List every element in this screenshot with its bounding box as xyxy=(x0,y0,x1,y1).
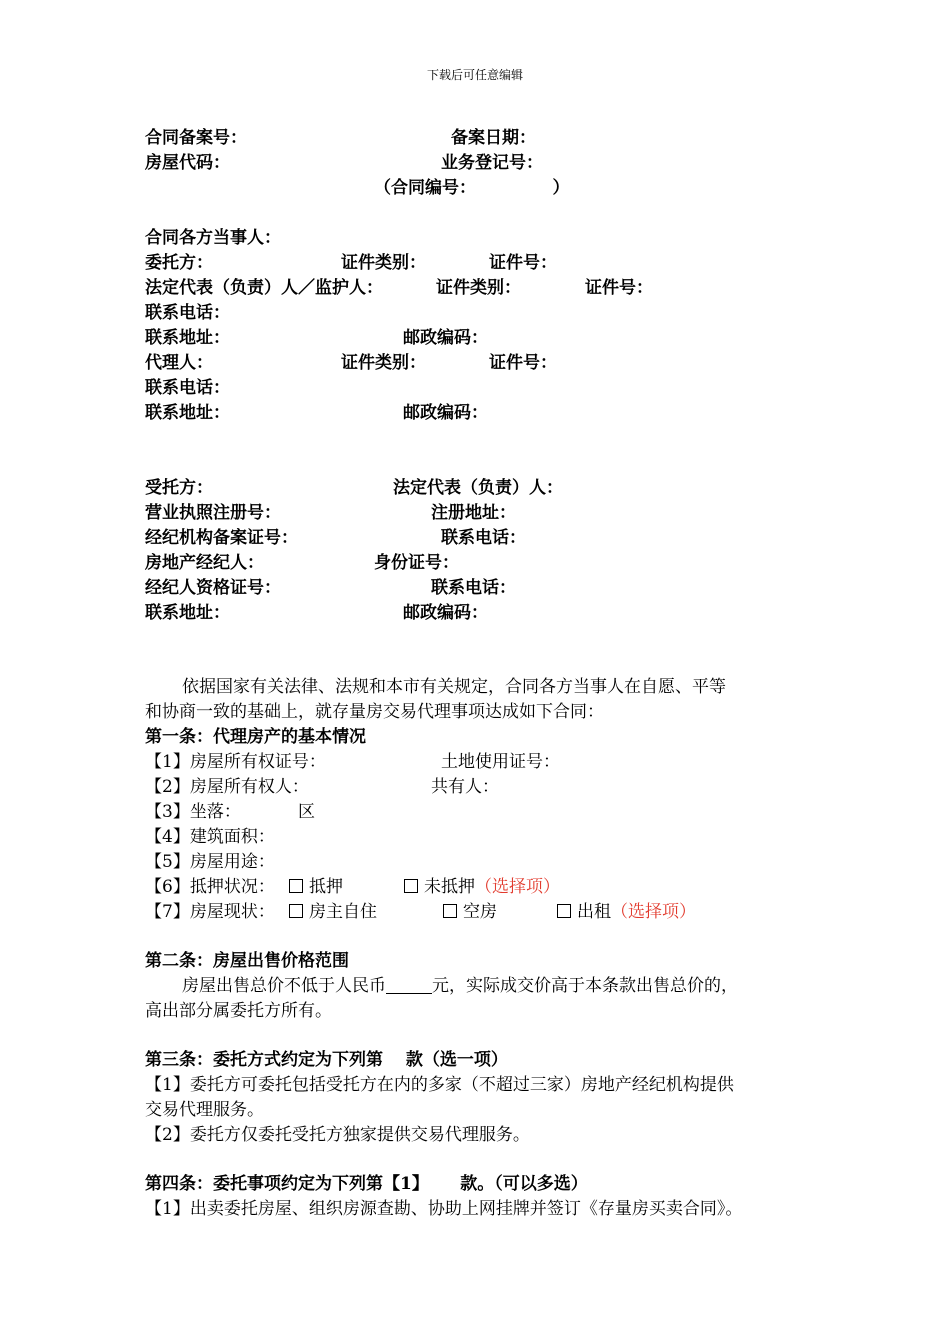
principal-postcode: 邮政编码： xyxy=(403,328,488,348)
art2-title: 第二条：房屋出售价格范围 xyxy=(145,951,349,971)
art3-item-2: 【2】委托方仅委托受托方独家提供交易代理服务。 xyxy=(145,1125,530,1145)
agent-phone: 联系电话： xyxy=(145,378,230,398)
intro-line-2: 和协商一致的基础上，就存量房交易代理事项达成如下合同： xyxy=(145,702,604,722)
broker-label: 房地产经纪人： xyxy=(145,553,264,573)
broker-cert-label: 经纪人资格证号： xyxy=(145,578,281,598)
art2-line-1b: 元，实际成交价高于本条款出售总价的， xyxy=(432,976,738,996)
art4-item-1: 【1】出卖委托房屋、组织房源查勘、协助上网挂牌并签订《存量房买卖合同》。 xyxy=(145,1199,743,1219)
art1-title: 第一条：代理房产的基本情况 xyxy=(145,727,366,747)
checkbox-icon xyxy=(443,904,457,918)
art1-item-6: 【6】抵押状况： xyxy=(145,877,275,897)
agent-address: 联系地址： xyxy=(145,403,230,423)
rented-label: 出租 xyxy=(577,902,611,922)
legal-rep-label: 法定代表（负责）人／监护人： xyxy=(145,278,383,298)
checkbox-icon xyxy=(289,879,303,893)
rented-option[interactable] xyxy=(557,900,696,924)
trustee-phone: 联系电话： xyxy=(441,528,526,548)
trustee-label: 受托方： xyxy=(145,478,213,498)
id-card-label: 身份证号： xyxy=(374,553,459,573)
trustee-postcode: 邮政编码： xyxy=(403,603,488,623)
page-header: 下载后可任意编辑 xyxy=(426,68,523,82)
broker-phone: 联系电话： xyxy=(431,578,516,598)
principal-label: 委托方： xyxy=(145,253,213,273)
checkbox-icon xyxy=(557,904,571,918)
biz-reg-label: 业务登记号： xyxy=(441,153,543,173)
filing-no-label: 合同备案号： xyxy=(145,128,247,148)
agent-id-no: 证件号： xyxy=(489,353,557,373)
no-mortgage-option[interactable] xyxy=(404,875,560,899)
select-note: （选择项） xyxy=(611,902,696,922)
art1-item-1b: 土地使用证号： xyxy=(441,752,560,772)
art1-item-7: 【7】房屋现状： xyxy=(145,902,275,922)
mortgage-label: 抵押 xyxy=(309,877,343,897)
art1-item-5: 【5】房屋用途： xyxy=(145,852,275,872)
art3-item-1b: 交易代理服务。 xyxy=(145,1100,264,1120)
art4-title: 第四条：委托事项约定为下列第【1】 款。（可以多选） xyxy=(145,1174,588,1194)
art1-item-2: 【2】房屋所有权人： xyxy=(145,777,309,797)
art2-line-2: 高出部分属委托方所有。 xyxy=(145,1001,332,1021)
mortgage-option[interactable] xyxy=(289,875,343,899)
principal-id-no: 证件号： xyxy=(489,253,557,273)
checkbox-icon xyxy=(404,879,418,893)
owner-occupied-option[interactable] xyxy=(289,900,377,924)
art1-item-1: 【1】房屋所有权证号： xyxy=(145,752,326,772)
art2-line-1 xyxy=(182,974,738,998)
house-code-label: 房屋代码： xyxy=(145,153,230,173)
legal-rep-id-type: 证件类别： xyxy=(436,278,521,298)
trustee-legal-rep: 法定代表（负责）人： xyxy=(393,478,563,498)
principal-address: 联系地址： xyxy=(145,328,230,348)
art3-title: 第三条：委托方式约定为下列第 款（选一项） xyxy=(145,1050,508,1070)
vacant-label: 空房 xyxy=(463,902,497,922)
contract-no-label: （合同编号： ） xyxy=(374,178,570,198)
filing-date-label: 备案日期： xyxy=(451,128,536,148)
agent-postcode: 邮政编码： xyxy=(403,403,488,423)
intro-line-1: 依据国家有关法律、法规和本市有关规定，合同各方当事人在自愿、平等 xyxy=(182,677,726,697)
art3-item-1a: 【1】委托方可委托包括受托方在内的多家（不超过三家）房地产经纪机构提供 xyxy=(145,1075,734,1095)
principal-phone: 联系电话： xyxy=(145,303,230,323)
art1-item-3: 【3】坐落： xyxy=(145,802,241,822)
art1-item-2b: 共有人： xyxy=(431,777,499,797)
license-label: 营业执照注册号： xyxy=(145,503,281,523)
agent-label: 代理人： xyxy=(145,353,213,373)
checkbox-icon xyxy=(289,904,303,918)
reg-addr-label: 注册地址： xyxy=(431,503,516,523)
select-note: （选择项） xyxy=(475,877,560,897)
art1-item-3b: 区 xyxy=(298,802,315,822)
parties-title: 合同各方当事人： xyxy=(145,228,281,248)
price-blank[interactable] xyxy=(386,975,432,994)
legal-rep-id-no: 证件号： xyxy=(585,278,653,298)
vacant-option[interactable] xyxy=(443,900,497,924)
agency-filing-label: 经纪机构备案证号： xyxy=(145,528,298,548)
principal-id-type: 证件类别： xyxy=(341,253,426,273)
art2-line-1a: 房屋出售总价不低于人民币 xyxy=(182,976,386,996)
art1-item-4: 【4】建筑面积： xyxy=(145,827,275,847)
owner-occupied-label: 房主自住 xyxy=(309,902,377,922)
trustee-address: 联系地址： xyxy=(145,603,230,623)
agent-id-type: 证件类别： xyxy=(341,353,426,373)
no-mortgage-label: 未抵押 xyxy=(424,877,475,897)
